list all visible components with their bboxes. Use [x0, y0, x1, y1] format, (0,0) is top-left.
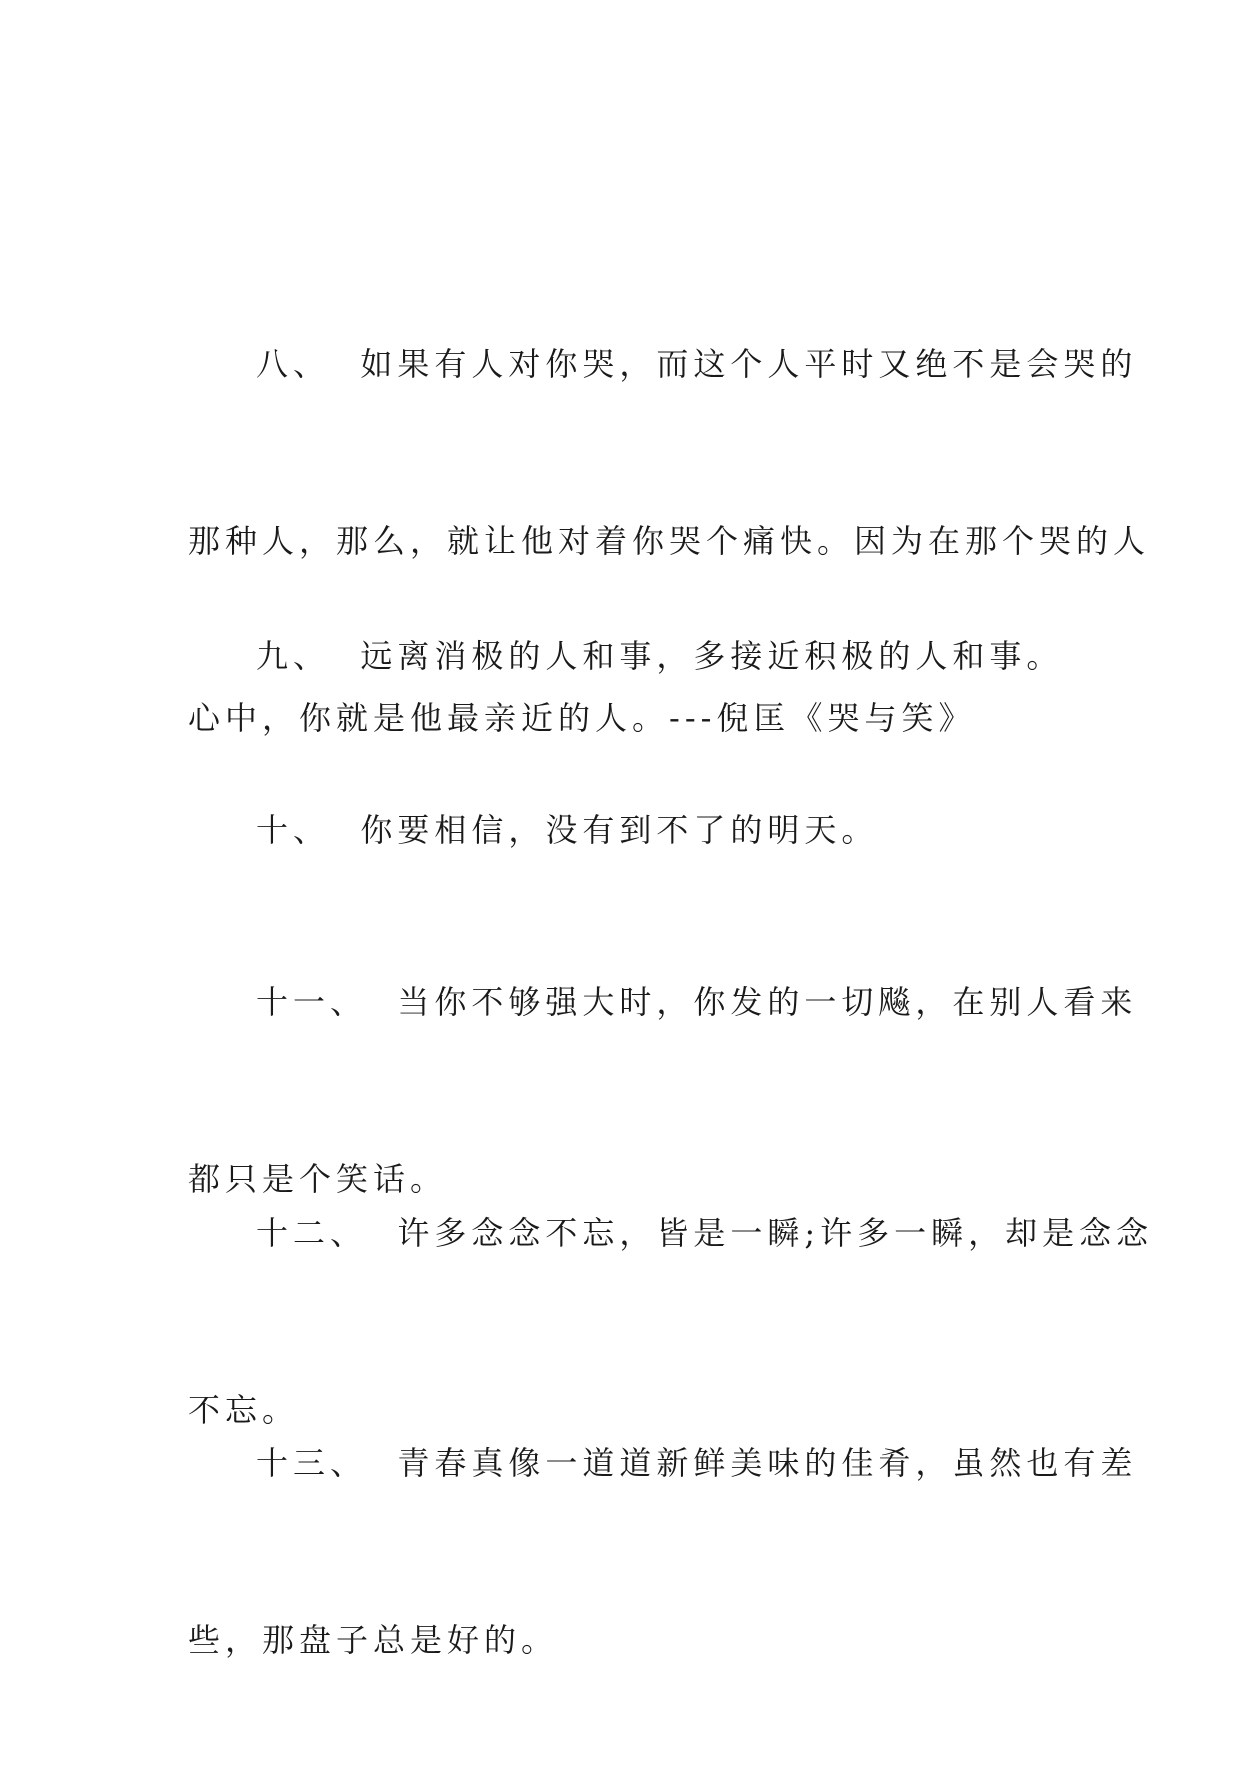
paragraph-line: 不忘。 [188, 1391, 300, 1429]
paragraph-line: 些，那盘子总是好的。 [188, 1621, 559, 1659]
paragraph-line: 都只是个笑话。 [188, 1160, 448, 1198]
paragraph-line: 十、 你要相信，没有到不了的明天。 [256, 811, 879, 849]
paragraph-line: 十三、 青春真像一道道新鲜美味的佳肴，虽然也有差 [256, 1444, 1138, 1482]
paragraph-line: 十一、 当你不够强大时，你发的一切飚，在别人看来 [256, 983, 1138, 1021]
paragraph-13 [188, 1316, 1138, 1788]
paragraph-line: 十二、 许多念念不忘，皆是一瞬;许多一瞬，却是念念 [256, 1214, 1154, 1252]
paragraph-line: 那种人，那么，就让他对着你哭个痛快。因为在那个哭的人 [188, 522, 1151, 560]
paragraph-line: 心中，你就是他最亲近的人。---倪匡《哭与笑》 [188, 699, 976, 737]
paragraph-line: 八、 如果有人对你哭，而这个人平时又绝不是会哭的 [256, 345, 1138, 383]
paragraph-line: 九、 远离消极的人和事，多接近积极的人和事。 [256, 637, 1064, 675]
